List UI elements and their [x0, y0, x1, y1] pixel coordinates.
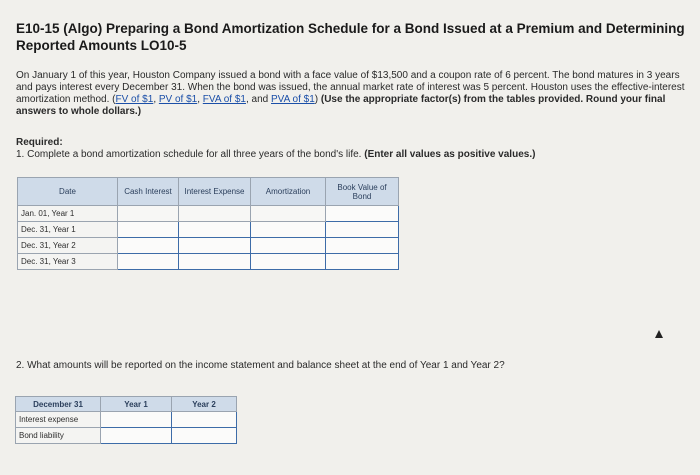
- header-date: Date: [18, 178, 118, 206]
- link-fv[interactable]: FV of $1: [115, 94, 154, 105]
- reported-amounts-table: [15, 396, 237, 444]
- cash-interest-input[interactable]: [118, 238, 179, 254]
- table-row: [18, 238, 399, 254]
- year-2-input[interactable]: [172, 428, 237, 444]
- book-value-input[interactable]: [326, 254, 399, 270]
- table-row: [18, 206, 399, 222]
- amortization-schedule-table: [17, 177, 399, 270]
- year-1-input[interactable]: [101, 428, 172, 444]
- header-year-2: Year 2: [172, 397, 237, 412]
- table-row: [18, 254, 399, 270]
- empty-cell: [251, 206, 326, 222]
- header-interest-expense: Interest Expense: [179, 178, 251, 206]
- link-pva[interactable]: PVA of $1: [271, 94, 315, 105]
- question-1-note: (Enter all values as positive values.): [364, 149, 536, 160]
- row-label: Dec. 31, Year 3: [18, 254, 118, 270]
- intro-instruction: (Use the appropriate factor(s) from the tables provided. Round your final answers to whole dollars.): [16, 94, 666, 117]
- amortization-input[interactable]: [251, 222, 326, 238]
- header-year-1: Year 1: [101, 397, 172, 412]
- year-1-input[interactable]: [101, 412, 172, 428]
- report-header-row: [16, 397, 237, 412]
- amortization-input[interactable]: [251, 238, 326, 254]
- required-section: [16, 137, 686, 161]
- empty-cell: [118, 206, 179, 222]
- table-row: [18, 222, 399, 238]
- row-label: Dec. 31, Year 1: [18, 222, 118, 238]
- required-heading: Required:: [16, 137, 63, 148]
- empty-cell: [179, 206, 251, 222]
- cash-interest-input[interactable]: [118, 222, 179, 238]
- link-pv[interactable]: PV of $1: [158, 94, 198, 105]
- header-december-31: December 31: [16, 397, 101, 412]
- problem-title: E10-15 (Algo) Preparing a Bond Amortization Schedule for a Bond Issued at a Premium and Determining Reported Amounts LO10-5: [16, 21, 685, 53]
- question-1: 1. Complete a bond amortization schedule for all three years of the bond's life.: [16, 149, 362, 160]
- row-label: Bond liability: [16, 428, 101, 444]
- book-value-input[interactable]: [326, 238, 399, 254]
- table-row: [16, 412, 237, 428]
- interest-expense-input[interactable]: [179, 254, 251, 270]
- table-row: [16, 428, 237, 444]
- problem-intro: On January 1 of this year, Houston Company issued a bond with a face value of $13,500 and a coupon rate of 6 percent. The bond matures in 3 years and pays interest every December 31. When the bond was issued, the annual market rate of interest was 5 percent. Houston uses the effective-interest amortization method. (FV of $1, PV of $1, FVA of $1, and PVA of $1) (Use the appropriate factor(s) from the tables provided. Round your final answers to whole dollars.): [16, 70, 685, 117]
- row-label: Interest expense: [16, 412, 101, 428]
- link-fva[interactable]: FVA of $1: [202, 94, 246, 105]
- row-label: Dec. 31, Year 2: [18, 238, 118, 254]
- question-2: 2. What amounts will be reported on the income statement and balance sheet at the end of Year 1 and Year 2?: [16, 360, 505, 371]
- interest-expense-input[interactable]: [179, 238, 251, 254]
- year-2-input[interactable]: [172, 412, 237, 428]
- book-value-input[interactable]: [326, 206, 399, 222]
- mouse-cursor-icon: [655, 330, 663, 338]
- intro-text: On January 1 of this year, Houston Company issued a bond with a face value of $13,500 and a coupon rate of 6 percent. The bond matures in 3 years and pays interest every December 31. When the bond was issued, the annual market rate of interest was 5 percent. Houston uses the effective-interest amortization method.: [16, 70, 685, 105]
- book-value-input[interactable]: [326, 222, 399, 238]
- row-label: Jan. 01, Year 1: [18, 206, 118, 222]
- header-cash-interest: Cash Interest: [118, 178, 179, 206]
- header-book-value: Book Value of Bond: [326, 178, 399, 206]
- interest-expense-input[interactable]: [179, 222, 251, 238]
- amortization-input[interactable]: [251, 254, 326, 270]
- cash-interest-input[interactable]: [118, 254, 179, 270]
- schedule-header-row: [18, 178, 399, 206]
- header-amortization: Amortization: [251, 178, 326, 206]
